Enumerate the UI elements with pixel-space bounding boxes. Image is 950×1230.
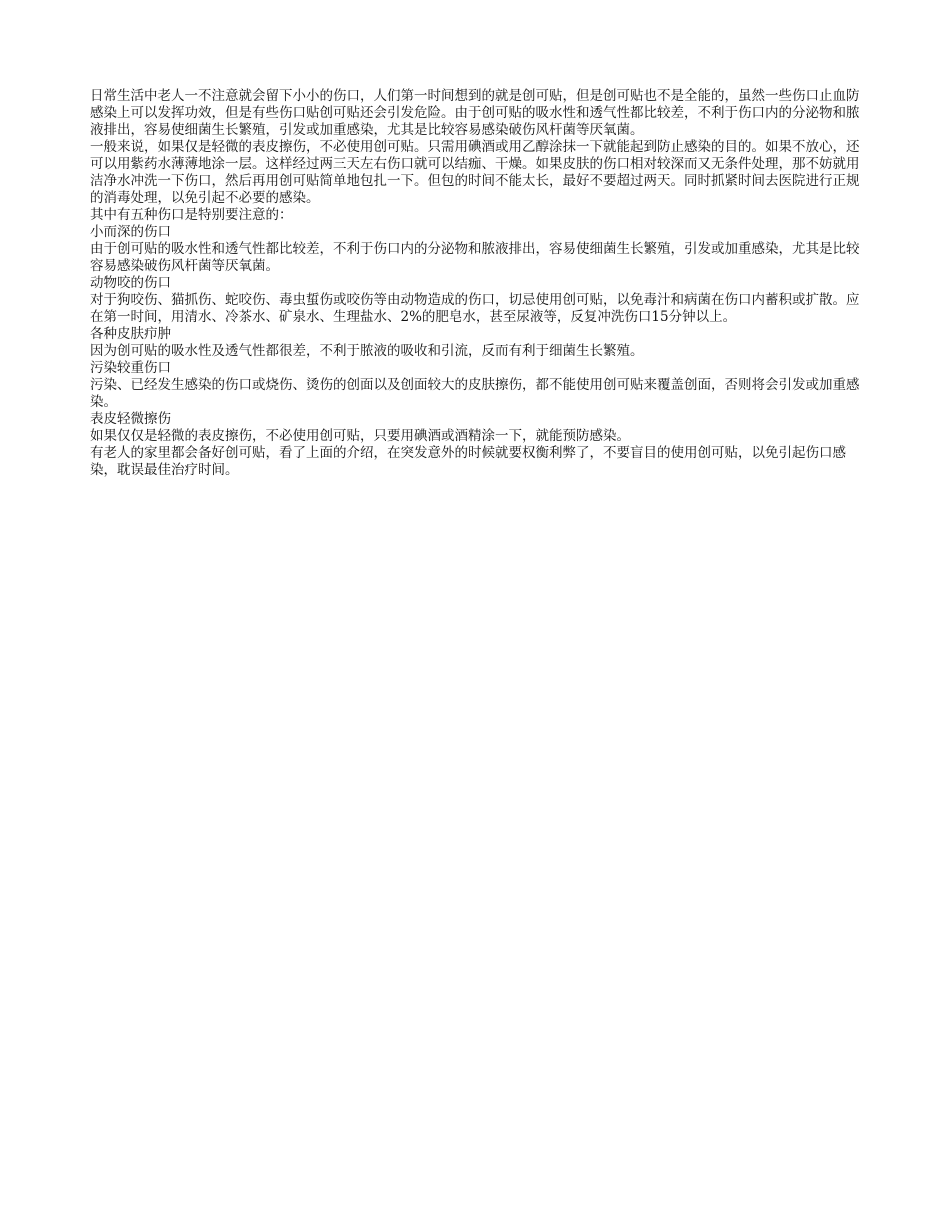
section-heading-animal-bite: 动物咬的伤口 <box>90 275 171 291</box>
section-text-minor-abrasion: 如果仅仅是轻微的表皮擦伤，不必使用创可贴，只要用碘酒或酒精涂一下，就能预防感染。 <box>90 428 630 444</box>
intro-paragraph: 日常生活中老人一不注意就会留下小小的伤口，人们第一时间想到的就是创可贴，但是创可贴也不是全能的，虽然一些伤口止血防感染上可以发挥功效，但是有些伤口贴创可贴还会引发危险。由于创可贴的吸水性和透气性都比较差，不利于伤口内的分泌物和脓液排出，容易使细菌生长繁殖，引发或加重感染，尤其是比较容易感染破伤风杆菌等厌氧菌。 <box>90 88 860 138</box>
section-text-animal-bite: 对于狗咬伤、猫抓伤、蛇咬伤、毒虫蜇伤或咬伤等由动物造成的伤口，切忌使用创可贴，以免毒汁和病菌在伤口内蓄积或扩散。应在第一时间，用清水、冷茶水、矿泉水、生理盐水、2%的肥皂水，甚至尿液等，反复冲洗伤口15分钟以上。 <box>90 292 860 325</box>
section-heading-contaminated-wound: 污染较重伤口 <box>90 360 171 376</box>
section-text-skin-boils: 因为创可贴的吸水性及透气性都很差，不利于脓液的吸收和引流，反而有利于细菌生长繁殖。 <box>90 343 644 359</box>
section-text-contaminated-wound: 污染、已经发生感染的伤口或烧伤、烫伤的创面以及创面较大的皮肤擦伤，都不能使用创可贴来覆盖创面，否则将会引发或加重感染。 <box>90 377 860 410</box>
document-body <box>90 88 862 479</box>
section-text-small-deep-wound: 由于创可贴的吸水性和透气性都比较差，不利于伤口内的分泌物和脓液排出，容易使细菌生长繁殖，引发或加重感染，尤其是比较容易感染破伤风杆菌等厌氧菌。 <box>90 241 860 274</box>
closing-paragraph: 有老人的家里都会备好创可贴，看了上面的介绍，在突发意外的时候就要权衡利弊了，不要盲目的使用创可贴，以免引起伤口感染，耽误最佳治疗时间。 <box>90 445 846 478</box>
section-heading-skin-boils: 各种皮肤疖肿 <box>90 326 171 342</box>
five-wounds-intro: 其中有五种伤口是特别要注意的： <box>90 207 293 223</box>
section-heading-small-deep-wound: 小而深的伤口 <box>90 224 171 240</box>
section-heading-minor-abrasion: 表皮轻微擦伤 <box>90 411 171 427</box>
advice-paragraph: 一般来说，如果仅是轻微的表皮擦伤，不必使用创可贴。只需用碘酒或用乙醇涂抹一下就能起到防止感染的目的。如果不放心，还可以用紫药水薄薄地涂一层。这样经过两三天左右伤口就可以结痂、干燥。如果皮肤的伤口相对较深而又无条件处理，那不妨就用洁净水冲洗一下伤口，然后再用创可贴简单地包扎一下。但包的时间不能太长，最好不要超过两天。同时抓紧时间去医院进行正规的消毒处理，以免引起不必要的感染。 <box>90 139 860 206</box>
